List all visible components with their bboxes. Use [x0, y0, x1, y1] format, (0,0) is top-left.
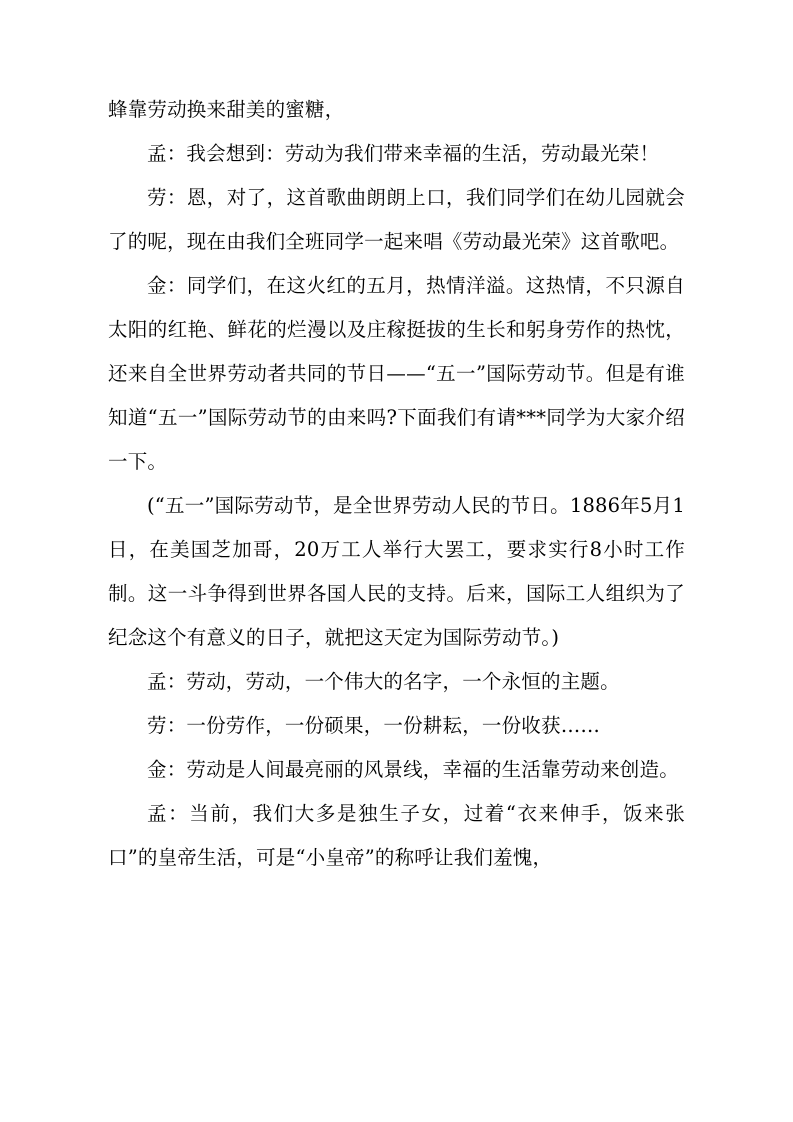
paragraph-7: 劳：一份劳作，一份硕果，一份耕耘，一份收获…… [147, 714, 601, 737]
paragraph-9: 孟：当前，我们大多是独生子女，过着“衣来伸手，饭来张口”的皇帝生活，可是“小皇帝”的称呼让我们羞愧， [108, 802, 685, 869]
paragraph-2: 孟：我会想到：劳动为我们带来幸福的生活，劳动最光荣！ [147, 142, 660, 165]
paragraph-1: 蜂靠劳动换来甜美的蜜糖， [108, 98, 345, 121]
paragraph-5: (“五一”国际劳动节，是全世界劳动人民的节日。1886年5月1日，在美国芝加哥，20万工人举行大罢工，要求实行8小时工作制。这一斗争得到世界各国人民的支持。后来，国际工人组织为了纪念这个有意义的日子，就把这天定为国际劳动节。) [108, 494, 685, 649]
document-body [108, 88, 685, 880]
paragraph-3: 劳：恩，对了，这首歌曲朗朗上口，我们同学们在幼儿园就会了的呢，现在由我们全班同学一起来唱《劳动最光荣》这首歌吧。 [108, 186, 685, 253]
paragraph-4: 金：同学们，在这火红的五月，热情洋溢。这热情，不只源自太阳的红艳、鲜花的烂漫以及庄稼挺拔的生长和躬身劳作的热忱，还来自全世界劳动者共同的节日——“五一”国际劳动节。但是有谁知道“五一”国际劳动节的由来吗?下面我们有请***同学为大家介绍一下。 [108, 274, 685, 473]
paragraph-6: 孟：劳动，劳动，一个伟大的名字，一个永恒的主题。 [147, 670, 620, 693]
paragraph-8: 金：劳动是人间最亮丽的风景线，幸福的生活靠劳动来创造。 [147, 758, 679, 781]
